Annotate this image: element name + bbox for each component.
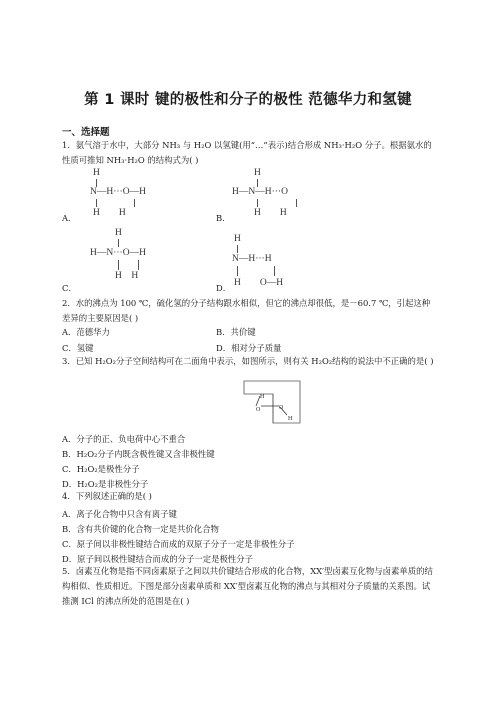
h2o2-o2: O bbox=[279, 405, 284, 411]
structure-d-bot: H O—H bbox=[234, 278, 284, 288]
h2o2-h2: H bbox=[288, 416, 293, 422]
option-2d: D．相对分子质量 bbox=[216, 343, 282, 353]
h2o2-structure-figure bbox=[243, 380, 301, 424]
h2o2-o1: O bbox=[256, 407, 261, 413]
structure-d-mid: N—H···H bbox=[232, 254, 272, 264]
option-3d: D．H₂O₂是非极性分子 bbox=[62, 479, 149, 489]
question-5-text: 5．卤素互化物是指不同卤素原子之间以共价键结合形成的化合物，XX′型卤素互化物与卤素单质的结构相似、性质相近。下图是部分卤素单质和 XX′型卤素互化物的沸点与其相对分子质量的关系图。试推测 ICl 的沸点所处的范围是在( ) bbox=[62, 566, 433, 606]
structure-d bbox=[232, 234, 342, 286]
structure-a-bot: H H bbox=[93, 208, 126, 218]
structure-a bbox=[90, 168, 200, 220]
option-2b: B．共价键 bbox=[216, 327, 256, 337]
option-2c: C．氢键 bbox=[62, 343, 94, 353]
option-4d: D．原子间以极性键结合而成的分子一定是极性分子 bbox=[62, 554, 253, 564]
option-3b: B．H₂O₂分子内既含极性键又含非极性键 bbox=[62, 449, 215, 459]
structure-a-mid: N—H···O—H bbox=[90, 187, 146, 197]
structure-b bbox=[232, 168, 342, 220]
structure-b-mid: H—N—H···O bbox=[232, 187, 288, 197]
option-3c: C．H₂O₂是极性分子 bbox=[62, 464, 140, 474]
question-3-text: 3．已知 H₂O₂分子空间结构可在二面角中表示，如图所示，则有关 H₂O₂结构的说法中不正确的是( ) bbox=[62, 356, 434, 366]
structure-a-top: H bbox=[93, 168, 100, 178]
structure-b-bot: H H bbox=[254, 208, 287, 218]
option-1d: D． bbox=[216, 283, 232, 293]
structure-c bbox=[90, 228, 200, 284]
option-1a: A． bbox=[62, 213, 77, 223]
question-4-text: 4．下列叙述正确的是( ) bbox=[62, 491, 152, 501]
option-4b: B．含有共价键的化合物一定是共价化合物 bbox=[62, 524, 219, 534]
option-1c: C． bbox=[62, 283, 77, 293]
section-heading: 一、选择题 bbox=[62, 127, 110, 138]
structure-b-top: H bbox=[254, 168, 261, 178]
question-1-text: 1．氨气溶于水中，大部分 NH₃ 与 H₂O 以氢键(用“…”表示)结合形成 NH₃·H₂O 分子。根据氨水的性质可推知 NH₃·H₂O 的结构式为( ) bbox=[62, 140, 432, 165]
h2o2-h1: H bbox=[260, 394, 265, 400]
structure-c-mid: H—N···O—H bbox=[90, 248, 146, 258]
option-4a: A．离子化合物中只含有离子键 bbox=[62, 509, 177, 519]
page-title: 第 1 课时 键的极性和分子的极性 范德华力和氢键 bbox=[84, 92, 412, 108]
option-2a: A．范德华力 bbox=[62, 327, 110, 337]
option-3a: A．分子的正、负电荷中心不重合 bbox=[62, 434, 186, 444]
option-1b: B． bbox=[216, 213, 231, 223]
question-2-text: 2．水的沸点为 100 ℃，硫化氢的分子结构跟水相似，但它的沸点却很低，是－60.7 ℃，引起这种差异的主要原因是( ) bbox=[62, 298, 431, 323]
structure-d-top: H bbox=[234, 234, 241, 244]
option-4c: C．原子间以非极性键结合而成的双原子分子一定是非极性分子 bbox=[62, 539, 295, 549]
structure-c-bot: H H bbox=[115, 271, 139, 281]
structure-c-top: H bbox=[115, 228, 122, 238]
